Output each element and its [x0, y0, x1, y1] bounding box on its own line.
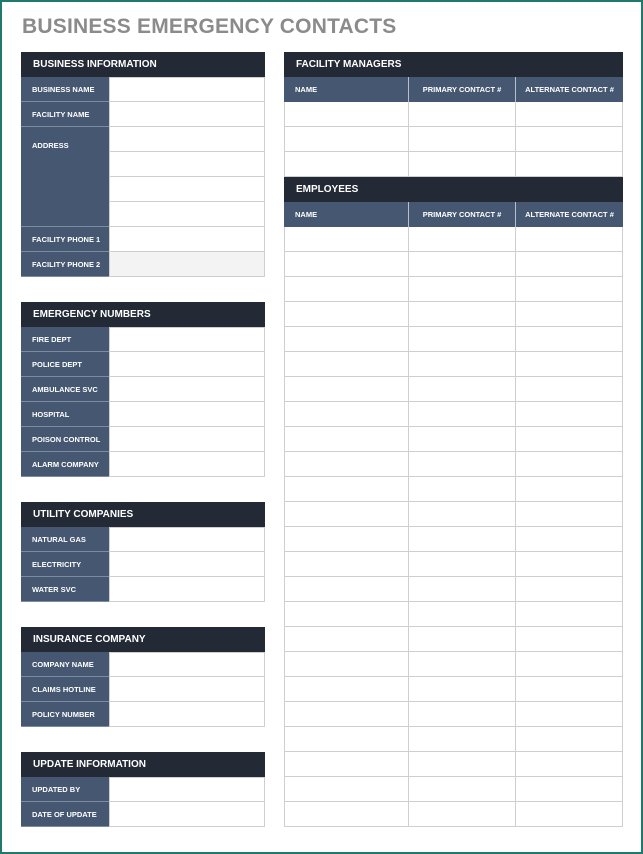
facility-managers-cell[interactable] — [516, 127, 623, 152]
facility-phone-1-field[interactable] — [109, 227, 265, 252]
facility-managers-cell[interactable] — [409, 152, 516, 177]
facility-managers-col-primary: PRIMARY CONTACT # — [409, 77, 516, 102]
employees-cell[interactable] — [409, 527, 516, 552]
business-name-row — [21, 77, 265, 102]
date-of-update-row — [21, 802, 265, 827]
employees-cell[interactable] — [516, 527, 623, 552]
employees-cell[interactable] — [284, 577, 409, 602]
employees-cell[interactable] — [284, 302, 409, 327]
electricity-row — [21, 552, 265, 577]
address-line-1-field[interactable] — [109, 127, 265, 152]
employees-cell[interactable] — [284, 252, 409, 277]
employees-cell[interactable] — [409, 552, 516, 577]
address-label: ADDRESS — [21, 127, 109, 227]
facility-name-field[interactable] — [109, 102, 265, 127]
employees-cell[interactable] — [284, 377, 409, 402]
employees-cell[interactable] — [284, 352, 409, 377]
employees-cell[interactable] — [516, 502, 623, 527]
employees-cell[interactable] — [409, 752, 516, 777]
facility-phone-1-label: FACILITY PHONE 1 — [21, 227, 109, 252]
policy-number-field[interactable] — [109, 702, 265, 727]
employees-cell[interactable] — [409, 327, 516, 352]
employees-cell[interactable] — [516, 727, 623, 752]
employees-cell[interactable] — [409, 577, 516, 602]
update-information-header: UPDATE INFORMATION — [21, 752, 265, 777]
electricity-field[interactable] — [109, 552, 265, 577]
employees-cell[interactable] — [409, 402, 516, 427]
employees-cell[interactable] — [409, 252, 516, 277]
employees-cell[interactable] — [409, 452, 516, 477]
employees-cell[interactable] — [516, 352, 623, 377]
updated-by-label: UPDATED BY — [21, 777, 109, 802]
facility-managers-col-alternate: ALTERNATE CONTACT # — [516, 77, 623, 102]
employees-cell[interactable] — [284, 702, 409, 727]
employees-cell[interactable] — [284, 502, 409, 527]
employees-cell[interactable] — [284, 602, 409, 627]
employees-cell[interactable] — [409, 602, 516, 627]
fire-dept-field[interactable] — [109, 327, 265, 352]
employees-cell[interactable] — [284, 277, 409, 302]
facility-managers-cell[interactable] — [516, 152, 623, 177]
water-svc-row — [21, 577, 265, 602]
employees-cell[interactable] — [409, 802, 516, 827]
employees-cell[interactable] — [284, 477, 409, 502]
employees-cell[interactable] — [516, 477, 623, 502]
updated-by-field[interactable] — [109, 777, 265, 802]
policy-number-row — [21, 702, 265, 727]
utility-companies-header: UTILITY COMPANIES — [21, 502, 265, 527]
business-information-header: BUSINESS INFORMATION — [21, 52, 265, 77]
ambulance-svc-field[interactable] — [109, 377, 265, 402]
address-line-2-field[interactable] — [109, 152, 265, 177]
employees-cell[interactable] — [409, 227, 516, 252]
facility-managers-col-name: NAME — [284, 77, 409, 102]
employees-cell[interactable] — [516, 552, 623, 577]
facility-managers-cell[interactable] — [409, 127, 516, 152]
employees-cell[interactable] — [516, 452, 623, 477]
ambulance-svc-label: AMBULANCE SVC — [21, 377, 109, 402]
employees-cell[interactable] — [409, 302, 516, 327]
facility-managers-cell[interactable] — [516, 102, 623, 127]
employees-cell[interactable] — [409, 652, 516, 677]
employees-cell[interactable] — [284, 402, 409, 427]
alarm-company-label: ALARM COMPANY — [21, 452, 109, 477]
employees-cell[interactable] — [284, 802, 409, 827]
employees-cell[interactable] — [516, 602, 623, 627]
employees-cell[interactable] — [284, 627, 409, 652]
employees-cell[interactable] — [409, 677, 516, 702]
employees-cell[interactable] — [409, 277, 516, 302]
facility-phone-2-field[interactable] — [109, 252, 265, 277]
employees-cell[interactable] — [516, 402, 623, 427]
claims-hotline-label: CLAIMS HOTLINE — [21, 677, 109, 702]
employees-cell[interactable] — [516, 252, 623, 277]
employees-cell[interactable] — [284, 552, 409, 577]
police-dept-row — [21, 352, 265, 377]
employees-cell[interactable] — [409, 377, 516, 402]
police-dept-label: POLICE DEPT — [21, 352, 109, 377]
employees-cell[interactable] — [516, 777, 623, 802]
employees-cell[interactable] — [516, 677, 623, 702]
employees-col-primary: PRIMARY CONTACT # — [409, 202, 516, 227]
facility-managers-cell[interactable] — [284, 102, 409, 127]
employees-cell[interactable] — [409, 777, 516, 802]
employees-cell[interactable] — [284, 777, 409, 802]
date-of-update-field[interactable] — [109, 802, 265, 827]
employees-cell[interactable] — [409, 702, 516, 727]
employees-cell[interactable] — [516, 652, 623, 677]
insurance-company-header: INSURANCE COMPANY — [21, 627, 265, 652]
employees-cell[interactable] — [516, 702, 623, 727]
employees-cell[interactable] — [409, 477, 516, 502]
natural-gas-label: NATURAL GAS — [21, 527, 109, 552]
employees-cell[interactable] — [284, 327, 409, 352]
electricity-label: ELECTRICITY — [21, 552, 109, 577]
employees-cell[interactable] — [516, 627, 623, 652]
facility-phone-1-row — [21, 227, 265, 252]
employees-cell[interactable] — [516, 327, 623, 352]
employees-cell[interactable] — [409, 627, 516, 652]
employees-cell[interactable] — [284, 452, 409, 477]
poison-control-label: POISON CONTROL — [21, 427, 109, 452]
employees-cell[interactable] — [284, 727, 409, 752]
employees-cell[interactable] — [284, 652, 409, 677]
employees-cell[interactable] — [409, 427, 516, 452]
employees-cell[interactable] — [284, 427, 409, 452]
employees-cell[interactable] — [516, 577, 623, 602]
employees-col-name: NAME — [284, 202, 409, 227]
employees-cell[interactable] — [284, 677, 409, 702]
alarm-company-field[interactable] — [109, 452, 265, 477]
water-svc-field[interactable] — [109, 577, 265, 602]
employees-cell[interactable] — [516, 802, 623, 827]
fire-dept-row — [21, 327, 265, 352]
company-name-field[interactable] — [109, 652, 265, 677]
hospital-row — [21, 402, 265, 427]
claims-hotline-field[interactable] — [109, 677, 265, 702]
page-title: BUSINESS EMERGENCY CONTACTS — [22, 15, 397, 38]
address-line-3-field[interactable] — [109, 177, 265, 202]
employees-col-alternate: ALTERNATE CONTACT # — [516, 202, 623, 227]
company-name-label: COMPANY NAME — [21, 652, 109, 677]
police-dept-field[interactable] — [109, 352, 265, 377]
policy-number-label: POLICY NUMBER — [21, 702, 109, 727]
employees-cell[interactable] — [284, 227, 409, 252]
business-name-label: BUSINESS NAME — [21, 77, 109, 102]
water-svc-label: WATER SVC — [21, 577, 109, 602]
employees-cell[interactable] — [516, 277, 623, 302]
employees-header: EMPLOYEES — [284, 177, 623, 202]
employees-cell[interactable] — [516, 302, 623, 327]
hospital-label: HOSPITAL — [21, 402, 109, 427]
facility-managers-cell[interactable] — [409, 102, 516, 127]
poison-control-row — [21, 427, 265, 452]
employees-cell[interactable] — [409, 727, 516, 752]
employees-cell[interactable] — [284, 527, 409, 552]
hospital-field[interactable] — [109, 402, 265, 427]
company-name-row — [21, 652, 265, 677]
ambulance-svc-row — [21, 377, 265, 402]
employees-cell[interactable] — [409, 352, 516, 377]
employees-cell[interactable] — [516, 752, 623, 777]
address-line-4-field[interactable] — [109, 202, 265, 227]
updated-by-row — [21, 777, 265, 802]
emergency-numbers-header: EMERGENCY NUMBERS — [21, 302, 265, 327]
fire-dept-label: FIRE DEPT — [21, 327, 109, 352]
facility-phone-2-row — [21, 252, 265, 277]
facility-name-row — [21, 102, 265, 127]
natural-gas-row — [21, 527, 265, 552]
employees-cell[interactable] — [409, 502, 516, 527]
employees-cell[interactable] — [516, 227, 623, 252]
facility-phone-2-label: FACILITY PHONE 2 — [21, 252, 109, 277]
date-of-update-label: DATE OF UPDATE — [21, 802, 109, 827]
employees-cell[interactable] — [516, 427, 623, 452]
claims-hotline-row — [21, 677, 265, 702]
facility-managers-cell[interactable] — [284, 152, 409, 177]
employees-cell[interactable] — [516, 377, 623, 402]
facility-managers-header: FACILITY MANAGERS — [284, 52, 623, 77]
natural-gas-field[interactable] — [109, 527, 265, 552]
business-name-field[interactable] — [109, 77, 265, 102]
employees-cell[interactable] — [284, 752, 409, 777]
poison-control-field[interactable] — [109, 427, 265, 452]
facility-managers-cell[interactable] — [284, 127, 409, 152]
alarm-company-row — [21, 452, 265, 477]
facility-name-label: FACILITY NAME — [21, 102, 109, 127]
